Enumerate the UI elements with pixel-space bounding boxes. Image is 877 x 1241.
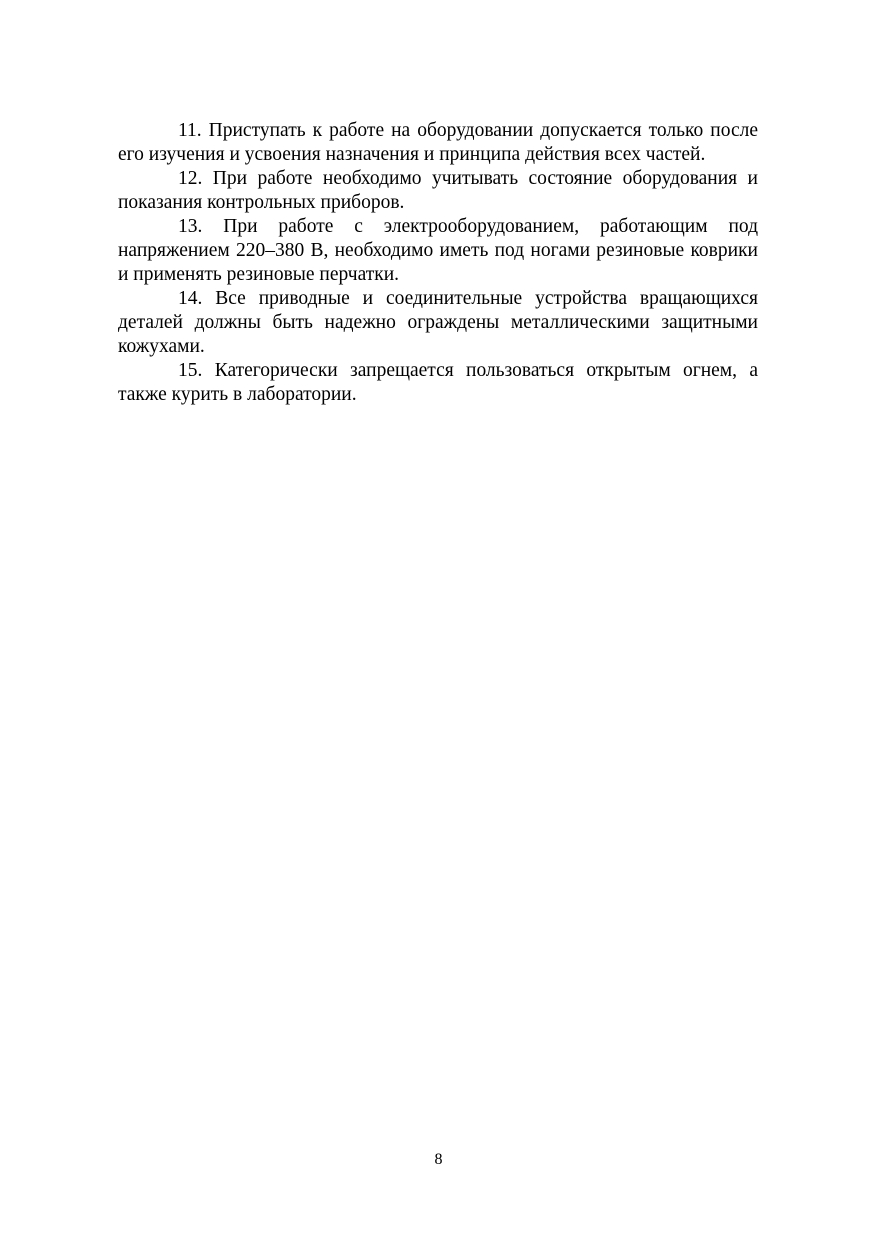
paragraph-item-13: 13. При работе с электрооборудованием, работающим под напряжением 220–380 В, необходимо иметь под ногами резиновые коврики и применять резиновые перчатки. [118, 216, 758, 285]
paragraph-item-12: 12. При работе необходимо учитывать состояние оборудования и показания контрольных приборов. [118, 168, 758, 213]
paragraph-item-14: 14. Все приводные и соединительные устройства вращающихся деталей должны быть надежно ограждены металлическими защитными кожухами. [118, 288, 758, 357]
paragraph-item-11: 11. Приступать к работе на оборудовании допускается только после его изучения и усвоения назначения и принципа действия всех частей. [118, 120, 758, 165]
page-number: 8 [434, 1151, 443, 1168]
page-body [118, 119, 758, 407]
paragraph-item-15: 15. Категорически запрещается пользоваться открытым огнем, а также курить в лаборатории. [118, 360, 758, 405]
